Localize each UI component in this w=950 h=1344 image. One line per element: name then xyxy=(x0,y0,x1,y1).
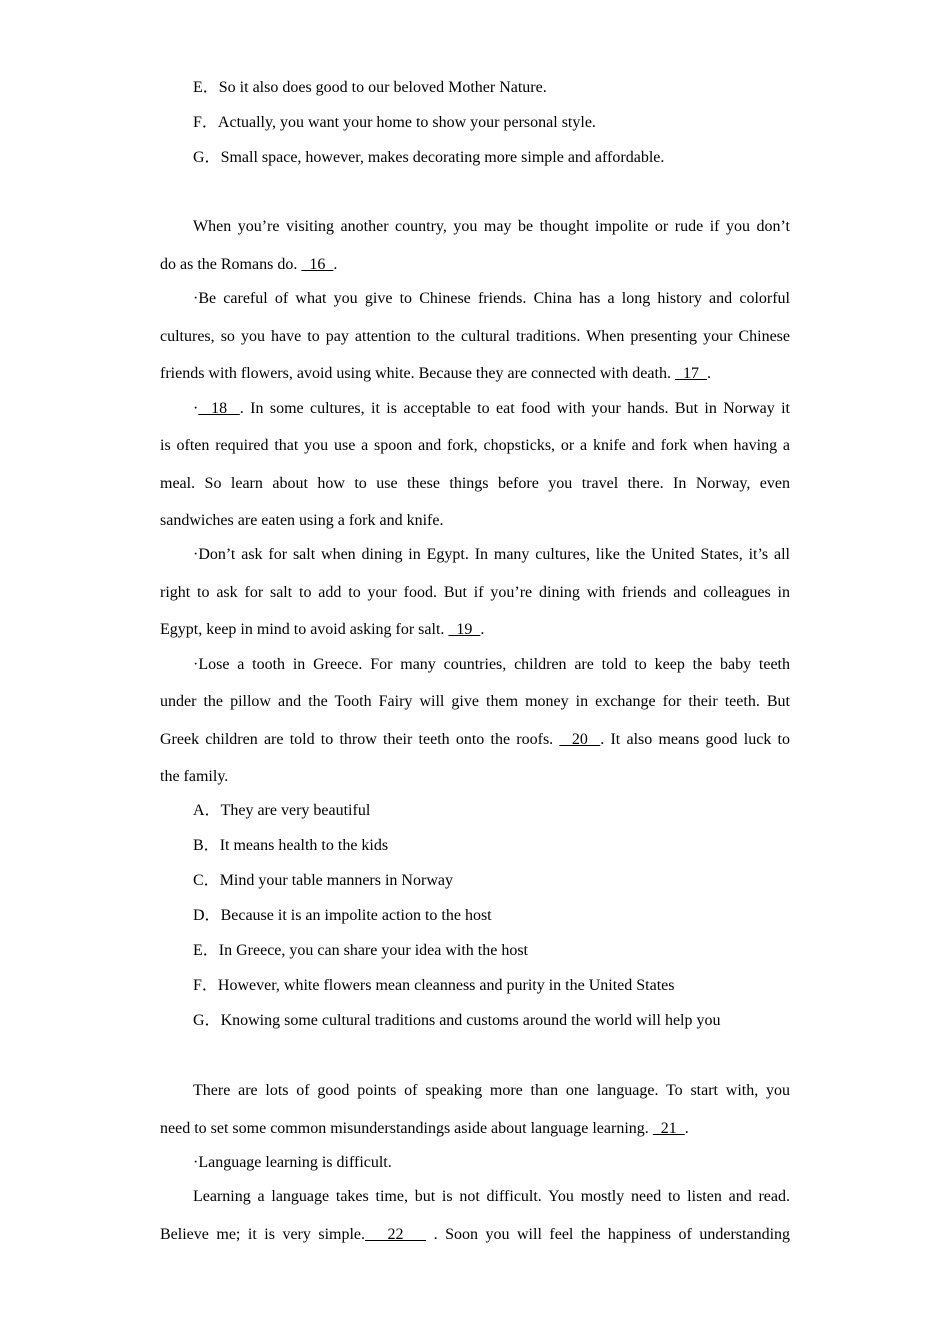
passage-line: need to set some common misunderstandings aside about language learning. 21 . xyxy=(160,1120,689,1137)
passage-line: friends with flowers, avoid using white. Because they are connected with death. 17 . xyxy=(160,365,711,382)
option-text: Knowing some cultural traditions and customs around the world will help you xyxy=(220,1012,721,1029)
option-text: It means health to the kids xyxy=(219,837,389,854)
passage-line: right to ask for salt to add to your food. But if you’re dining with friends and colleagues in xyxy=(160,584,790,601)
option-g: G．Knowing some cultural traditions and customs around the world will help you xyxy=(193,1012,721,1029)
passage-line: do as the Romans do. 16 . xyxy=(160,256,338,273)
passage-line: meal. So learn about how to use these things before you travel there. In Norway, even xyxy=(160,475,790,492)
passage-line: Learning a language takes time, but is not difficult. You mostly need to listen and read. xyxy=(193,1188,790,1205)
passage-line: sandwiches are eaten using a fork and knife. xyxy=(160,512,444,529)
option-text: Because it is an impolite action to the host xyxy=(220,907,492,924)
blank-21[interactable]: 21 xyxy=(652,1120,685,1137)
passage-line: When you’re visiting another country, you may be thought impolite or rude if you don’t xyxy=(193,218,790,235)
option-text: Small space, however, makes decorating more simple and affordable. xyxy=(220,149,665,166)
passage-line: Believe me; it is very simple. 22 . Soon you will feel the happiness of understanding xyxy=(160,1226,791,1243)
blank-17[interactable]: 17 xyxy=(674,365,707,382)
option-text: Actually, you want your home to show your personal style. xyxy=(217,114,596,131)
passage-line: · 18 . In some cultures, it is acceptable to eat food with your hands. But in Norway it xyxy=(193,400,790,417)
passage-line: under the pillow and the Tooth Fairy will give them money in exchange for their teeth. But xyxy=(160,693,790,710)
passage-line: Egypt, keep in mind to avoid asking for salt. 19 . xyxy=(160,621,485,638)
option-text: However, white flowers mean cleanness and purity in the United States xyxy=(217,977,675,994)
passage-line: the family. xyxy=(160,768,229,785)
blank-20[interactable]: 20 xyxy=(559,731,601,748)
option-a: A．They are very beautiful xyxy=(193,802,371,819)
option-b: B．It means health to the kids xyxy=(193,837,389,854)
passage-line: ·Lose a tooth in Greece. For many countries, children are told to keep the baby teeth xyxy=(193,656,790,673)
blank-16[interactable]: 16 xyxy=(301,256,334,273)
option-c: C．Mind your table manners in Norway xyxy=(193,872,453,889)
option-text: In Greece, you can share your idea with the host xyxy=(218,942,528,959)
passage-line: cultures, so you have to pay attention to the cultural traditions. When presenting your Chinese xyxy=(160,328,790,345)
option-text: Mind your table manners in Norway xyxy=(219,872,453,889)
option-e xyxy=(193,78,547,98)
option-text: They are very beautiful xyxy=(220,802,371,819)
option-e: E．In Greece, you can share your idea with the host xyxy=(193,942,528,959)
option-text: So it also does good to our beloved Mother Nature. xyxy=(218,79,547,96)
blank-18[interactable]: 18 xyxy=(198,400,240,417)
passage-line: is often required that you use a spoon and fork, chopsticks, or a knife and fork when having a xyxy=(160,437,790,454)
option-letter: E． xyxy=(193,79,219,96)
passage-line: There are lots of good points of speaking more than one language. To start with, you xyxy=(193,1082,790,1099)
option-f: F．However, white flowers mean cleanness and purity in the United States xyxy=(193,977,675,994)
option-letter: G． xyxy=(193,149,221,166)
option-letter: F． xyxy=(193,114,218,131)
passage-line: ·Language learning is difficult. xyxy=(193,1154,392,1171)
blank-19[interactable]: 19 xyxy=(448,621,481,638)
passage-line: ·Don’t ask for salt when dining in Egypt. In many cultures, like the United States, it’s all xyxy=(193,546,790,563)
passage-line: Greek children are told to throw their teeth onto the roofs. 20 . It also means good luck to xyxy=(160,731,790,748)
option-d: D．Because it is an impolite action to the host xyxy=(193,907,492,924)
option-g xyxy=(193,148,664,168)
passage-line: ·Be careful of what you give to Chinese friends. China has a long history and colorful xyxy=(193,290,790,307)
option-f xyxy=(193,113,596,133)
blank-22[interactable]: 22 xyxy=(365,1226,427,1243)
